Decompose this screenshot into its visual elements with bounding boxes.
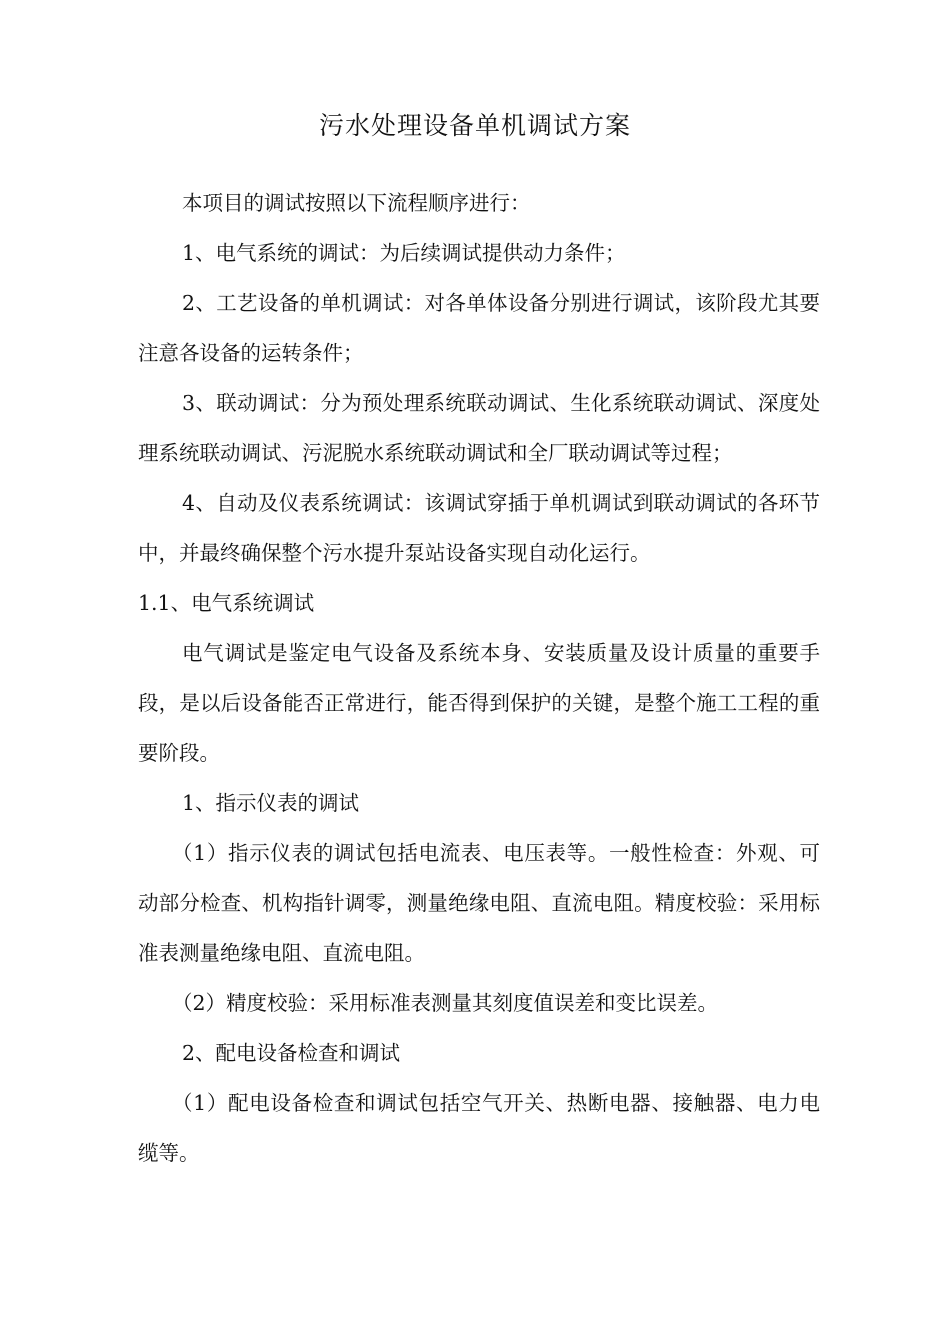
document-body	[138, 178, 820, 1178]
paragraph-instrument-2: （2）精度校验：采用标准表测量其刻度值误差和变比误差。	[172, 991, 719, 1015]
paragraph-electrical-intro: 电气调试是鉴定电气设备及系统本身、安装质量及设计质量的重要手段，是以后设备能否正常进行，能否得到保护的关键，是整个施工工程的重要阶段。	[138, 641, 820, 765]
subheading-distribution: 2、配电设备检查和调试	[182, 1041, 401, 1065]
paragraph-step-4: 4、自动及仪表系统调试：该调试穿插于单机调试到联动调试的各环节中，并最终确保整个污水提升泵站设备实现自动化运行。	[138, 491, 820, 565]
paragraph-distribution-1: （1）配电设备检查和调试包括空气开关、热断电器、接触器、电力电缆等。	[138, 1091, 820, 1165]
paragraph-step-1: 1、电气系统的调试：为后续调试提供动力条件；	[182, 241, 626, 265]
paragraph-step-3: 3、联动调试：分为预处理系统联动调试、生化系统联动调试、深度处理系统联动调试、污泥脱水系统联动调试和全厂联动调试等过程；	[138, 391, 820, 465]
paragraph-intro: 本项目的调试按照以下流程顺序进行：	[182, 191, 531, 215]
paragraph-instrument-1: （1）指示仪表的调试包括电流表、电压表等。一般性检查：外观、可动部分检查、机构指针调零，测量绝缘电阻、直流电阻。精度校验：采用标准表测量绝缘电阻、直流电阻。	[138, 841, 820, 965]
document-title: 污水处理设备单机调试方案	[318, 111, 631, 140]
section-heading-1-1: 1.1、电气系统调试	[138, 591, 315, 615]
paragraph-step-2: 2、工艺设备的单机调试：对各单体设备分别进行调试，该阶段尤其要注意各设备的运转条件；	[138, 291, 820, 365]
subheading-instrument: 1、指示仪表的调试	[182, 791, 360, 815]
